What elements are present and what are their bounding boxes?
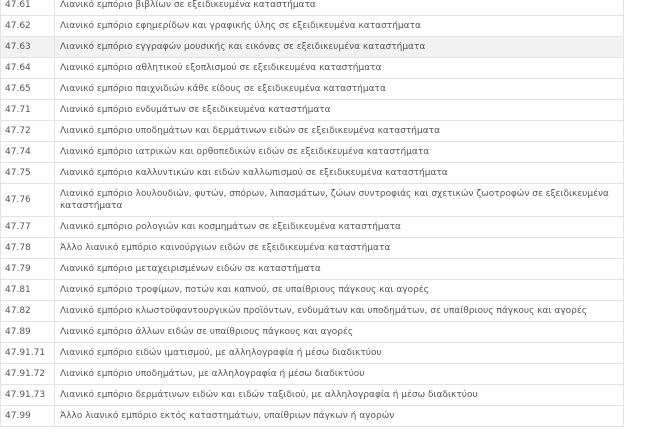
activity-code-cell: 47.91.73 bbox=[1, 385, 55, 406]
activity-description-cell: Λιανικό εμπόριο άλλων ειδών σε υπαίθριους πάγκους και αγορές bbox=[55, 322, 624, 343]
activity-description-cell: Λιανικό εμπόριο βιβλίων σε εξειδικευμένα καταστήματα bbox=[55, 0, 624, 16]
activity-code-cell: 47.63 bbox=[1, 37, 55, 58]
activity-description-cell: Λιανικό εμπόριο μεταχειρισμένων ειδών σε καταστήματα bbox=[55, 259, 624, 280]
activity-code-cell: 47.62 bbox=[1, 16, 55, 37]
table-row bbox=[1, 121, 624, 142]
table-row bbox=[1, 364, 624, 385]
table-row bbox=[1, 259, 624, 280]
table-row bbox=[1, 301, 624, 322]
table-row bbox=[1, 217, 624, 238]
activity-code-cell: 47.71 bbox=[1, 100, 55, 121]
activity-code-cell: 47.77 bbox=[1, 217, 55, 238]
activity-code-cell: 47.89 bbox=[1, 322, 55, 343]
activity-code-cell: 47.61 bbox=[1, 0, 55, 16]
table-row bbox=[1, 280, 624, 301]
activity-code-cell: 47.65 bbox=[1, 79, 55, 100]
activity-code-cell: 47.91.72 bbox=[1, 364, 55, 385]
table-row bbox=[1, 16, 624, 37]
activity-description-cell: Λιανικό εμπόριο υποδημάτων, με αλληλογραφία ή μέσω διαδικτύου bbox=[55, 364, 624, 385]
activity-code-cell: 47.78 bbox=[1, 238, 55, 259]
activity-description-cell: Λιανικό εμπόριο υποδημάτων και δερμάτινων ειδών σε εξειδικευμένα καταστήματα bbox=[55, 121, 624, 142]
activity-code-cell: 47.76 bbox=[1, 184, 55, 217]
table-row bbox=[1, 79, 624, 100]
activity-description-cell: Άλλο λιανικό εμπόριο εκτός καταστημάτων, υπαίθριων πάγκων ή αγορών bbox=[55, 406, 624, 427]
table-body bbox=[1, 0, 624, 427]
activity-description-cell: Λιανικό εμπόριο κλωστοϋφαντουργικών προϊόντων, ενδυμάτων και υποδημάτων, σε υπαίθριους πάγκους και αγορές bbox=[55, 301, 624, 322]
activity-code-cell: 47.81 bbox=[1, 280, 55, 301]
activity-description-cell: Λιανικό εμπόριο καλλυντικών και ειδών καλλωπισμού σε εξειδικευμένα καταστήματα bbox=[55, 163, 624, 184]
activity-description-cell: Άλλο λιανικό εμπόριο καινούργιων ειδών σε εξειδικευμένα καταστήματα bbox=[55, 238, 624, 259]
table-row bbox=[1, 163, 624, 184]
activity-code-cell: 47.64 bbox=[1, 58, 55, 79]
activity-code-cell: 47.75 bbox=[1, 163, 55, 184]
table-row bbox=[1, 343, 624, 364]
table-row bbox=[1, 184, 624, 217]
table-row bbox=[1, 0, 624, 16]
activity-code-cell: 47.72 bbox=[1, 121, 55, 142]
table-row bbox=[1, 238, 624, 259]
table-row bbox=[1, 100, 624, 121]
activity-description-cell: Λιανικό εμπόριο ενδυμάτων σε εξειδικευμένα καταστήματα bbox=[55, 100, 624, 121]
activity-description-cell: Λιανικό εμπόριο λουλουδιών, φυτών, σπόρων, λιπασμάτων, ζώων συντροφιάς και σχετικών ζωοτροφών σε εξειδικευμένα καταστήματα bbox=[55, 184, 624, 217]
activity-description-cell: Λιανικό εμπόριο ρολογιών και κοσμημάτων σε εξειδικευμένα καταστήματα bbox=[55, 217, 624, 238]
activity-description-cell: Λιανικό εμπόριο εφημερίδων και γραφικής ύλης σε εξειδικευμένα καταστήματα bbox=[55, 16, 624, 37]
activity-description-cell: Λιανικό εμπόριο τροφίμων, ποτών και καπνού, σε υπαίθριους πάγκους και αγορές bbox=[55, 280, 624, 301]
activity-code-cell: 47.91.71 bbox=[1, 343, 55, 364]
table-row bbox=[1, 37, 624, 58]
table-row bbox=[1, 406, 624, 427]
table-row bbox=[1, 58, 624, 79]
activity-code-cell: 47.82 bbox=[1, 301, 55, 322]
table-row bbox=[1, 385, 624, 406]
table-row bbox=[1, 322, 624, 343]
activity-code-cell: 47.99 bbox=[1, 406, 55, 427]
activity-code-cell: 47.79 bbox=[1, 259, 55, 280]
activity-description-cell: Λιανικό εμπόριο ειδών ιματισμού, με αλληλογραφία ή μέσω διαδικτύου bbox=[55, 343, 624, 364]
activity-description-cell: Λιανικό εμπόριο αθλητικού εξοπλισμού σε εξειδικευμένα καταστήματα bbox=[55, 58, 624, 79]
activity-code-cell: 47.74 bbox=[1, 142, 55, 163]
activity-description-cell: Λιανικό εμπόριο παιχνιδιών κάθε είδους σε εξειδικευμένα καταστήματα bbox=[55, 79, 624, 100]
activity-description-cell: Λιανικό εμπόριο δερμάτινων ειδών και ειδών ταξιδιού, με αλληλογραφία ή μέσω διαδικτύου bbox=[55, 385, 624, 406]
activity-description-cell: Λιανικό εμπόριο ιατρικών και ορθοπεδικών ειδών σε εξειδικευμένα καταστήματα bbox=[55, 142, 624, 163]
activity-description-cell: Λιανικό εμπόριο εγγραφών μουσικής και εικόνας σε εξειδικευμένα καταστήματα bbox=[55, 37, 624, 58]
table-row bbox=[1, 142, 624, 163]
